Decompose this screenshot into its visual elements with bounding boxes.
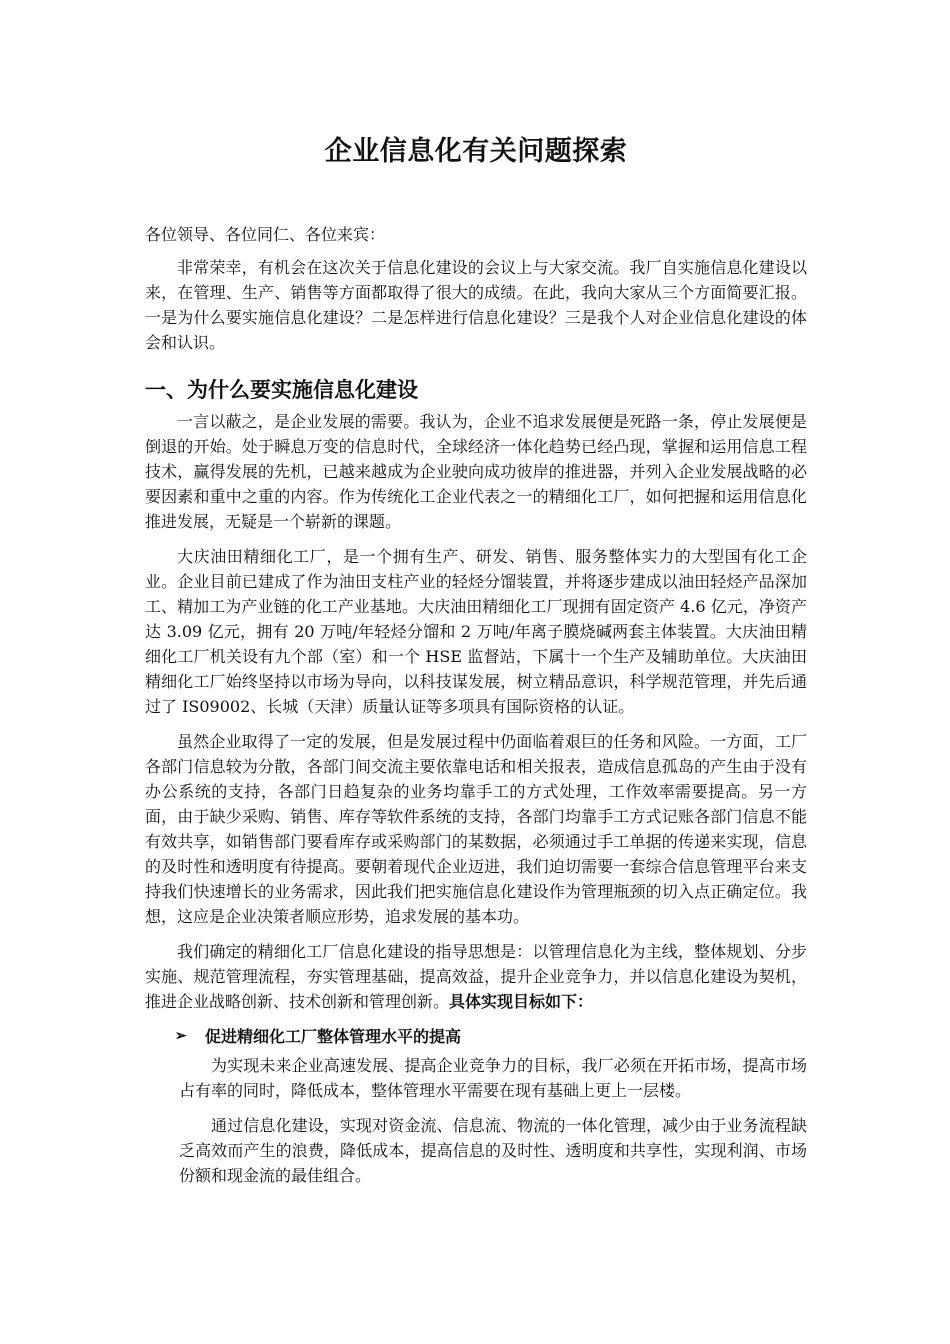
- document-title: 企业信息化有关问题探索: [324, 136, 628, 167]
- bullet-paragraph: 为实现未来企业高速发展、提高企业竞争力的目标，我厂必须在开拓市场，提高市场占有率的同时，降低成本，整体管理水平需要在现有基础上更上一层楼。: [179, 1056, 807, 1100]
- body-paragraph: 大庆油田精细化工厂，是一个拥有生产、研发、销售、服务整体实力的大型国有化工企业。企业目前已建成了作为油田支柱产业的轻烃分馏装置，并将逐步建成以油田轻烃产品深加工、精加工为产业链的化工产业基地。大庆油田精细化工厂现拥有固定资产 4.6 亿元，净资产达 3.09 亿元，拥有 20 万吨/年轻烃分馏和 2 万吨/年离子膜烧碱两套主体装置。大庆油田精细化工厂机关设有九个部（室）和一个 HSE 监督站，下属十一个生产及辅助单位。大庆油田精细化工厂始终坚持以市场为导向，以科技谋发展，树立精品意识，科学规范管理，并先后通过了 IS09002、长城（天津）质量认证等多项具有国际资格的认证。: [145, 547, 807, 716]
- guiding-bold-text: 具体实现目标如下：: [449, 992, 594, 1011]
- arrow-bullet-icon: ➢: [175, 1028, 187, 1044]
- salutation: 各位领导、各位同仁、各位来宾：: [145, 225, 386, 244]
- body-paragraph: 一言以蔽之，是企业发展的需要。我认为，企业不追求发展便是死路一条，停止发展便是倒退的开始。处于瞬息万变的信息时代，全球经济一体化趋势已经凸现，掌握和运用信息工程技术，赢得发展的先机，已越来越成为企业驶向成功彼岸的推进器，并列入企业发展战略的必要因素和重中之重的内容。作为传统化工企业代表之一的精细化工厂，如何把握和运用信息化推进发展，无疑是一个崭新的课题。: [145, 412, 807, 531]
- bullet-item: [175, 1024, 807, 1049]
- guiding-text: 我们确定的精细化工厂信息化建设的指导思想是：以管理信息化为主线，整体规划、分步实施、规范管理流程，夯实管理基础，提高效益，提升企业竞争力，并以信息化建设为契机，推进企业战略创新、技术创新和管理创新。: [145, 942, 807, 1011]
- document-body: [145, 134, 807, 1198]
- bullet-label: 促进精细化工厂整体管理水平的提高: [205, 1027, 462, 1046]
- guiding-paragraph: [145, 939, 807, 1014]
- section-heading: 一、为什么要实施信息化建设: [145, 377, 418, 402]
- bullet-paragraph: 通过信息化建设，实现对资金流、信息流、物流的一体化管理，减少由于业务流程缺乏高效而产生的浪费，降低成本，提高信息的及时性、透明度和共享性，实现利润、市场份额和现金流的最佳组合。: [179, 1116, 807, 1185]
- intro-paragraph: 非常荣幸，有机会在这次关于信息化建设的会议上与大家交流。我厂自实施信息化建设以来，在管理、生产、销售等方面都取得了很大的成绩。在此，我向大家从三个方面简要汇报。一是为什么要实施信息化建设？二是怎样进行信息化建设？三是我个人对企业信息化建设的体会和认识。: [145, 258, 807, 352]
- body-paragraph: 虽然企业取得了一定的发展，但是发展过程中仍面临着艰巨的任务和风险。一方面，工厂各部门信息较为分散，各部门间交流主要依靠电话和相关报表，造成信息孤岛的产生由于没有办公系统的支持，各部门日趋复杂的业务均靠手工的方式处理，工作效率需要提高。另一方面，由于缺少采购、销售、库存等软件系统的支持，各部门均靠手工方式记账各部门信息不能有效共享，如销售部门要看库存或采购部门的某数据，必须通过手工单据的传递来实现，信息的及时性和透明度有待提高。要朝着现代企业迈进，我们迫切需要一套综合信息管理平台来支持我们快速增长的业务需求，因此我们把实施信息化建设作为管理瓶颈的切入点正确定位。我想，这应是企业决策者顺应形势，追求发展的基本功。: [145, 732, 807, 926]
